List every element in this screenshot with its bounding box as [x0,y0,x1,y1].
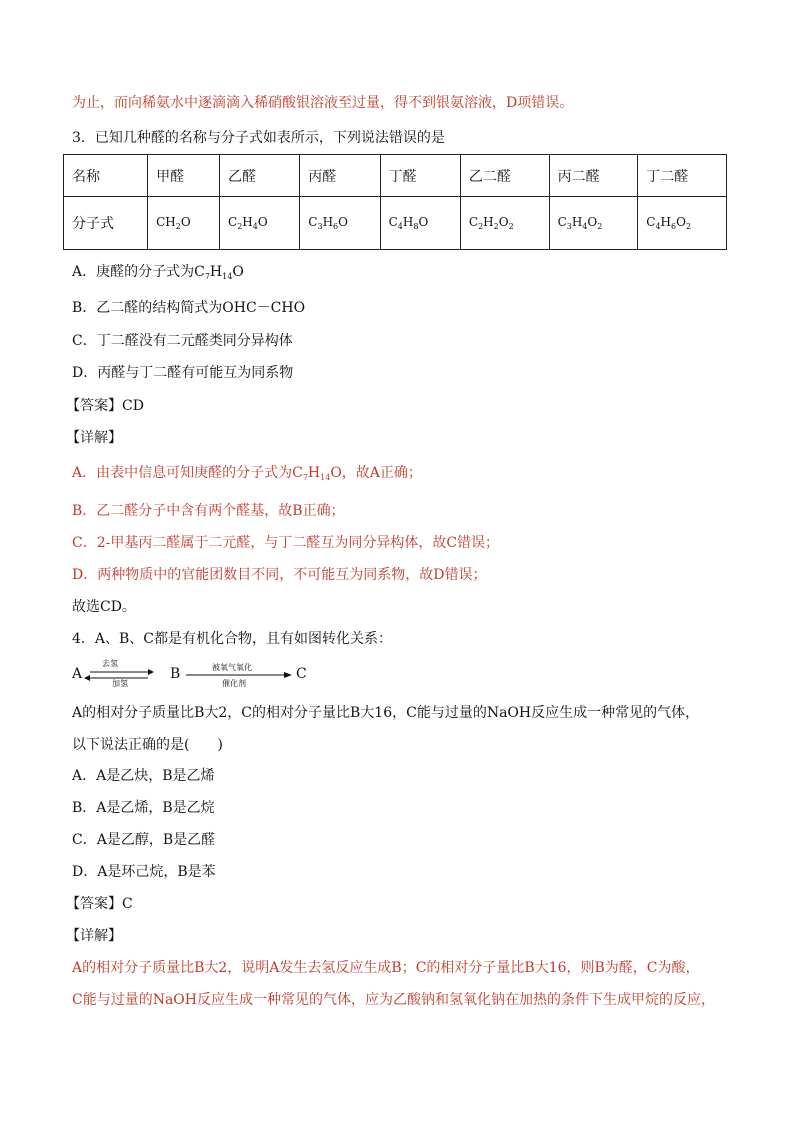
q3-detail-c: C．2-甲基丙二醛属于二元醛，与丁二醛互为同分异构体，故C错误； [72,535,500,551]
conversion-scheme [72,660,332,690]
table-cell-name: 乙醛 [220,155,300,197]
q3-detail-d: D．两种物质中的官能团数目不同，不可能互为同系物，故D错误； [72,567,487,583]
q4-detail-1: A的相对分子质量比B大2，说明A发生去氢反应生成B；C的相对分子量比B大16，则B为醛，C为酸， [72,960,700,976]
q3-detail-b: B．乙二醛分子中含有两个醛基，故B正确； [72,503,345,519]
reversible-arrow-forward-head [148,669,154,675]
aldehyde-table [63,154,727,250]
q4-text-1: A的相对分子质量比B大2，C的相对分子量比B大16，C能与过量的NaOH反应生成一种常见的气体， [72,705,700,721]
q4-option-c: C．A是乙醇，B是乙醛 [72,832,216,848]
q3-conclusion: 故选CD。 [72,599,136,615]
q3-option-b: B．乙二醛的结构简式为OHC－CHO [72,300,306,316]
q4-option-a: A．A是乙炔，B是乙烯 [72,768,215,784]
table-cell-formula: $C_3H_6O$ [300,197,380,250]
q4-option-b: B．A是乙烯，B是乙烷 [72,800,215,816]
q3-stem: 3．已知几种醛的名称与分子式如表所示，下列说法错误的是 [72,130,445,146]
q3-option-a: A．庚醛的分子式为$C_7H_{14}O$ [72,264,244,281]
q4-detail-2: C能与过量的NaOH反应生成一种常见的气体，应为乙酸钠和氢氧化钠在加热的条件下生成甲烷的反应， [72,992,715,1008]
oxidation-arrow-head [284,672,292,678]
table-cell-name: 丙二醛 [549,155,638,197]
table-header-formula: 分子式 [64,197,148,250]
table-cell-formula: $C_2H_4O$ [220,197,300,250]
table-header-name: 名称 [64,155,148,197]
arrow1-bottom-label: 加氢 [112,679,128,688]
q4-stem: 4．A、B、C都是有机化合物，且有如图转化关系： [72,631,393,647]
arrow2-top-label: 被氧气氧化 [212,663,252,672]
q3-option-d: D．丙醛与丁二醛有可能互为同系物 [72,365,294,381]
scheme-compound-c: C [296,666,307,682]
table-cell-name: 甲醛 [148,155,220,197]
table-cell-formula: $CH_2O$ [148,197,220,250]
q4-text-2: 以下说法正确的是( ) [72,737,223,753]
scheme-compound-b: B [170,666,181,682]
scheme-compound-a: A [72,666,83,682]
table-cell-name: 丁醛 [380,155,460,197]
q4-detail-label: 【详解】 [66,928,122,944]
table-cell-name: 乙二醛 [460,155,549,197]
table-cell-name: 丁二醛 [638,155,727,197]
table-cell-formula: $C_4H_6O_2$ [638,197,727,250]
q3-detail-a: A．由表中信息可知庚醛的分子式为$C_7H_{14}O$，故A正确； [72,465,422,482]
intro-line: 为止，而向稀氨水中逐滴滴入稀硝酸银溶液至过量，得不到银氨溶液，D项错误。 [72,95,574,111]
q4-answer: 【答案】C [66,896,133,912]
q3-detail-label: 【详解】 [66,430,122,446]
reversible-arrow-back-head [84,675,90,681]
q4-option-d: D．A是环己烷，B是苯 [72,864,216,880]
table-cell-formula: $C_3H_4O_2$ [549,197,638,250]
table-cell-formula: $C_4H_8O$ [380,197,460,250]
table-cell-formula: $C_2H_2O_2$ [460,197,549,250]
q3-answer: 【答案】CD [66,398,144,414]
arrow1-top-label: 去氢 [102,659,118,668]
arrow2-bottom-label: 催化剂 [222,679,246,688]
table-cell-name: 丙醛 [300,155,380,197]
q3-option-c: C．丁二醛没有二元醛类同分异构体 [72,333,293,349]
